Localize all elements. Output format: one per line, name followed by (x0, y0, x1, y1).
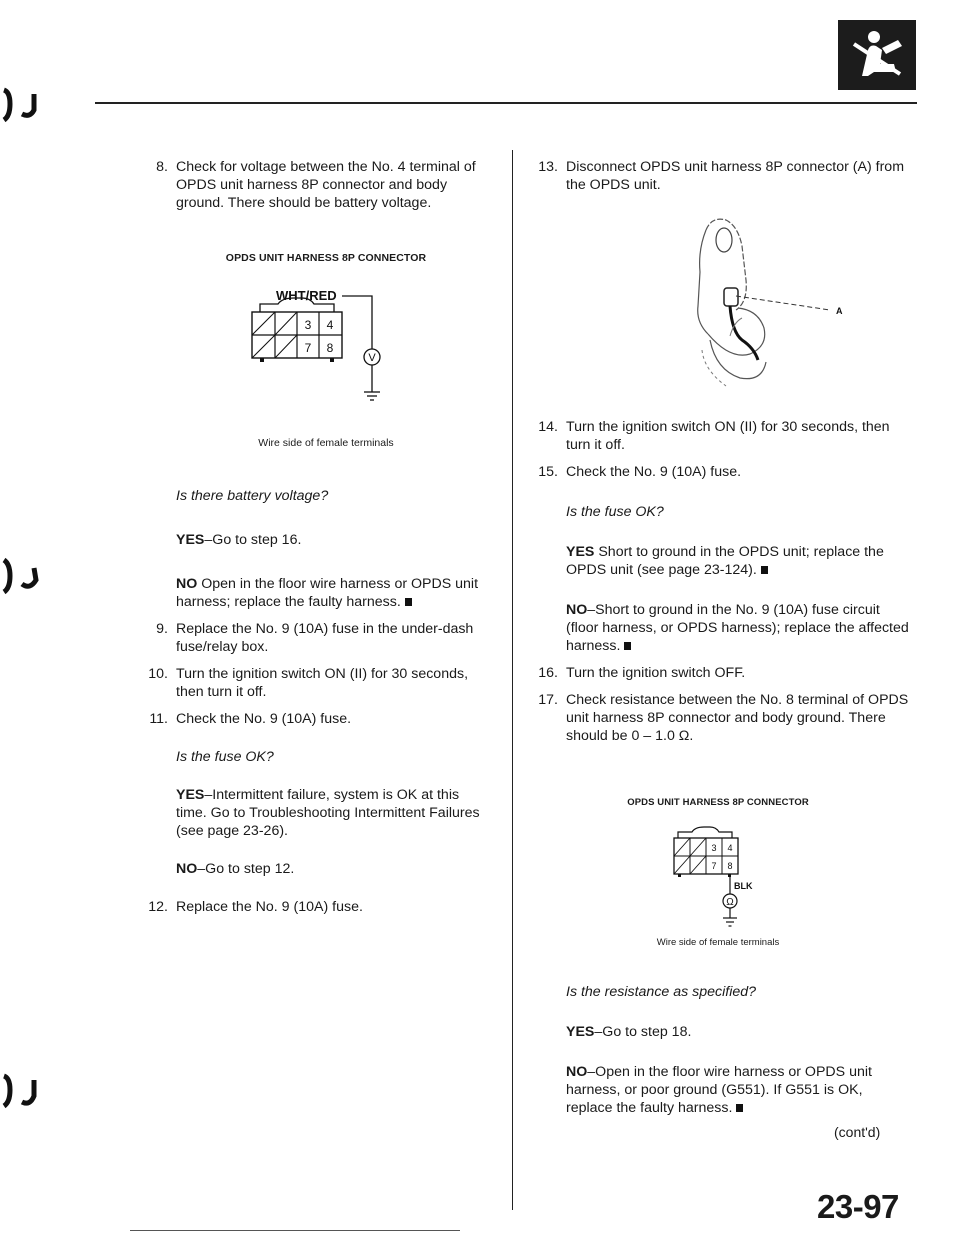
figure-1-caption: Wire side of female terminals (258, 437, 394, 449)
answer-yes-4: YES–Go to step 18. (566, 1024, 692, 1040)
connector-diagram-2 (670, 822, 790, 932)
end-mark (761, 566, 768, 574)
wire-label-blk: BLK (734, 881, 753, 891)
seatbelt-icon (838, 20, 916, 90)
pin-4: 4 (727, 843, 733, 853)
answer-yes-3: YES Short to ground in the OPDS unit; replace the OPDS unit (see page 23-124). (566, 544, 884, 578)
callout-a: A (836, 306, 843, 316)
continued-label: (cont'd) (834, 1124, 881, 1140)
question-fuse-ok-2: Is the fuse OK? (566, 504, 664, 520)
answer-yes-2: YES–Intermittent failure, system is OK at this time. Go to Troubleshooting Intermittent Failures (see page 23-26). (176, 787, 480, 839)
right-column-lower (530, 983, 910, 1117)
answer-no-1: NO Open in the floor wire harness or OPDS unit harness; replace the faulty harness. (176, 576, 479, 610)
answer-yes-1: YES–Go to step 16. (176, 532, 302, 548)
question-fuse-ok-1: Is the fuse OK? (176, 749, 274, 765)
step-12: 12. Replace the No. 9 (10A) fuse. (148, 899, 363, 915)
step-9: 9. Replace the No. 9 (10A) fuse in the under-dash fuse/relay box. (156, 621, 474, 655)
footer-rule (130, 1230, 460, 1231)
pin-7: 7 (711, 861, 717, 871)
figure-1-title: OPDS UNIT HARNESS 8P CONNECTOR (225, 252, 427, 264)
step-13: 13. Disconnect OPDS unit harness 8P connector (A) from the OPDS unit. (538, 159, 905, 193)
page-number: 23-97 (817, 1188, 899, 1225)
pin-3: 3 (711, 843, 717, 853)
answer-no-3: NO–Short to ground in the No. 9 (10A) fuse circuit (floor harness, or OPDS harness); replace the affected harness. (566, 602, 909, 654)
step-16: 16. Turn the ignition switch OFF. (538, 665, 746, 681)
answer-no-2: NO–Go to step 12. (176, 861, 295, 877)
svg-text:Ω: Ω (726, 897, 734, 908)
binding-hook-bottom (0, 1070, 40, 1110)
answer-no-4: NO–Open in the floor wire harness or OPDS unit harness, or poor ground (G551). If G551 is OK, replace the faulty harness. (566, 1064, 872, 1116)
question-battery-voltage: Is there battery voltage? (176, 488, 329, 504)
step-17: 17. Check resistance between the No. 8 terminal of OPDS unit harness 8P connector and body ground. There should be 0 – 1.0 Ω. (538, 692, 909, 744)
right-column (530, 158, 910, 194)
left-column-lower (140, 487, 490, 916)
figure-2-title: OPDS UNIT HARNESS 8P CONNECTOR (627, 797, 809, 808)
seat-illustration (650, 210, 870, 390)
end-mark (405, 598, 412, 606)
wire-label-wht-red: WHT/RED (276, 288, 337, 303)
end-mark (736, 1104, 743, 1112)
binding-hook-mid (0, 556, 40, 596)
binding-hook-top (0, 84, 40, 124)
svg-text:V: V (368, 352, 376, 364)
right-column-mid (530, 418, 910, 745)
end-mark (624, 642, 631, 650)
pin-3: 3 (304, 318, 312, 332)
step-10: 10. Turn the ignition switch ON (II) for 30 seconds, then turn it off. (148, 666, 469, 700)
step-11: 11. Check the No. 9 (10A) fuse. (149, 711, 352, 727)
left-column (140, 158, 490, 212)
pin-4: 4 (326, 318, 334, 332)
figure-2-caption: Wire side of female terminals (656, 937, 780, 948)
pin-7: 7 (304, 341, 312, 355)
step-15: 15. Check the No. 9 (10A) fuse. (538, 464, 742, 480)
header-rule (95, 102, 917, 104)
column-divider (512, 150, 513, 1210)
step-8: 8. Check for voltage between the No. 4 terminal of OPDS unit harness 8P connector and body ground. There should be battery voltage. (156, 159, 476, 211)
connector-diagram-1 (230, 282, 430, 402)
pin-8: 8 (326, 341, 334, 355)
step-14: 14. Turn the ignition switch ON (II) for 30 seconds, then turn it off. (538, 419, 890, 453)
question-resistance: Is the resistance as specified? (566, 984, 757, 1000)
pin-8: 8 (727, 861, 733, 871)
